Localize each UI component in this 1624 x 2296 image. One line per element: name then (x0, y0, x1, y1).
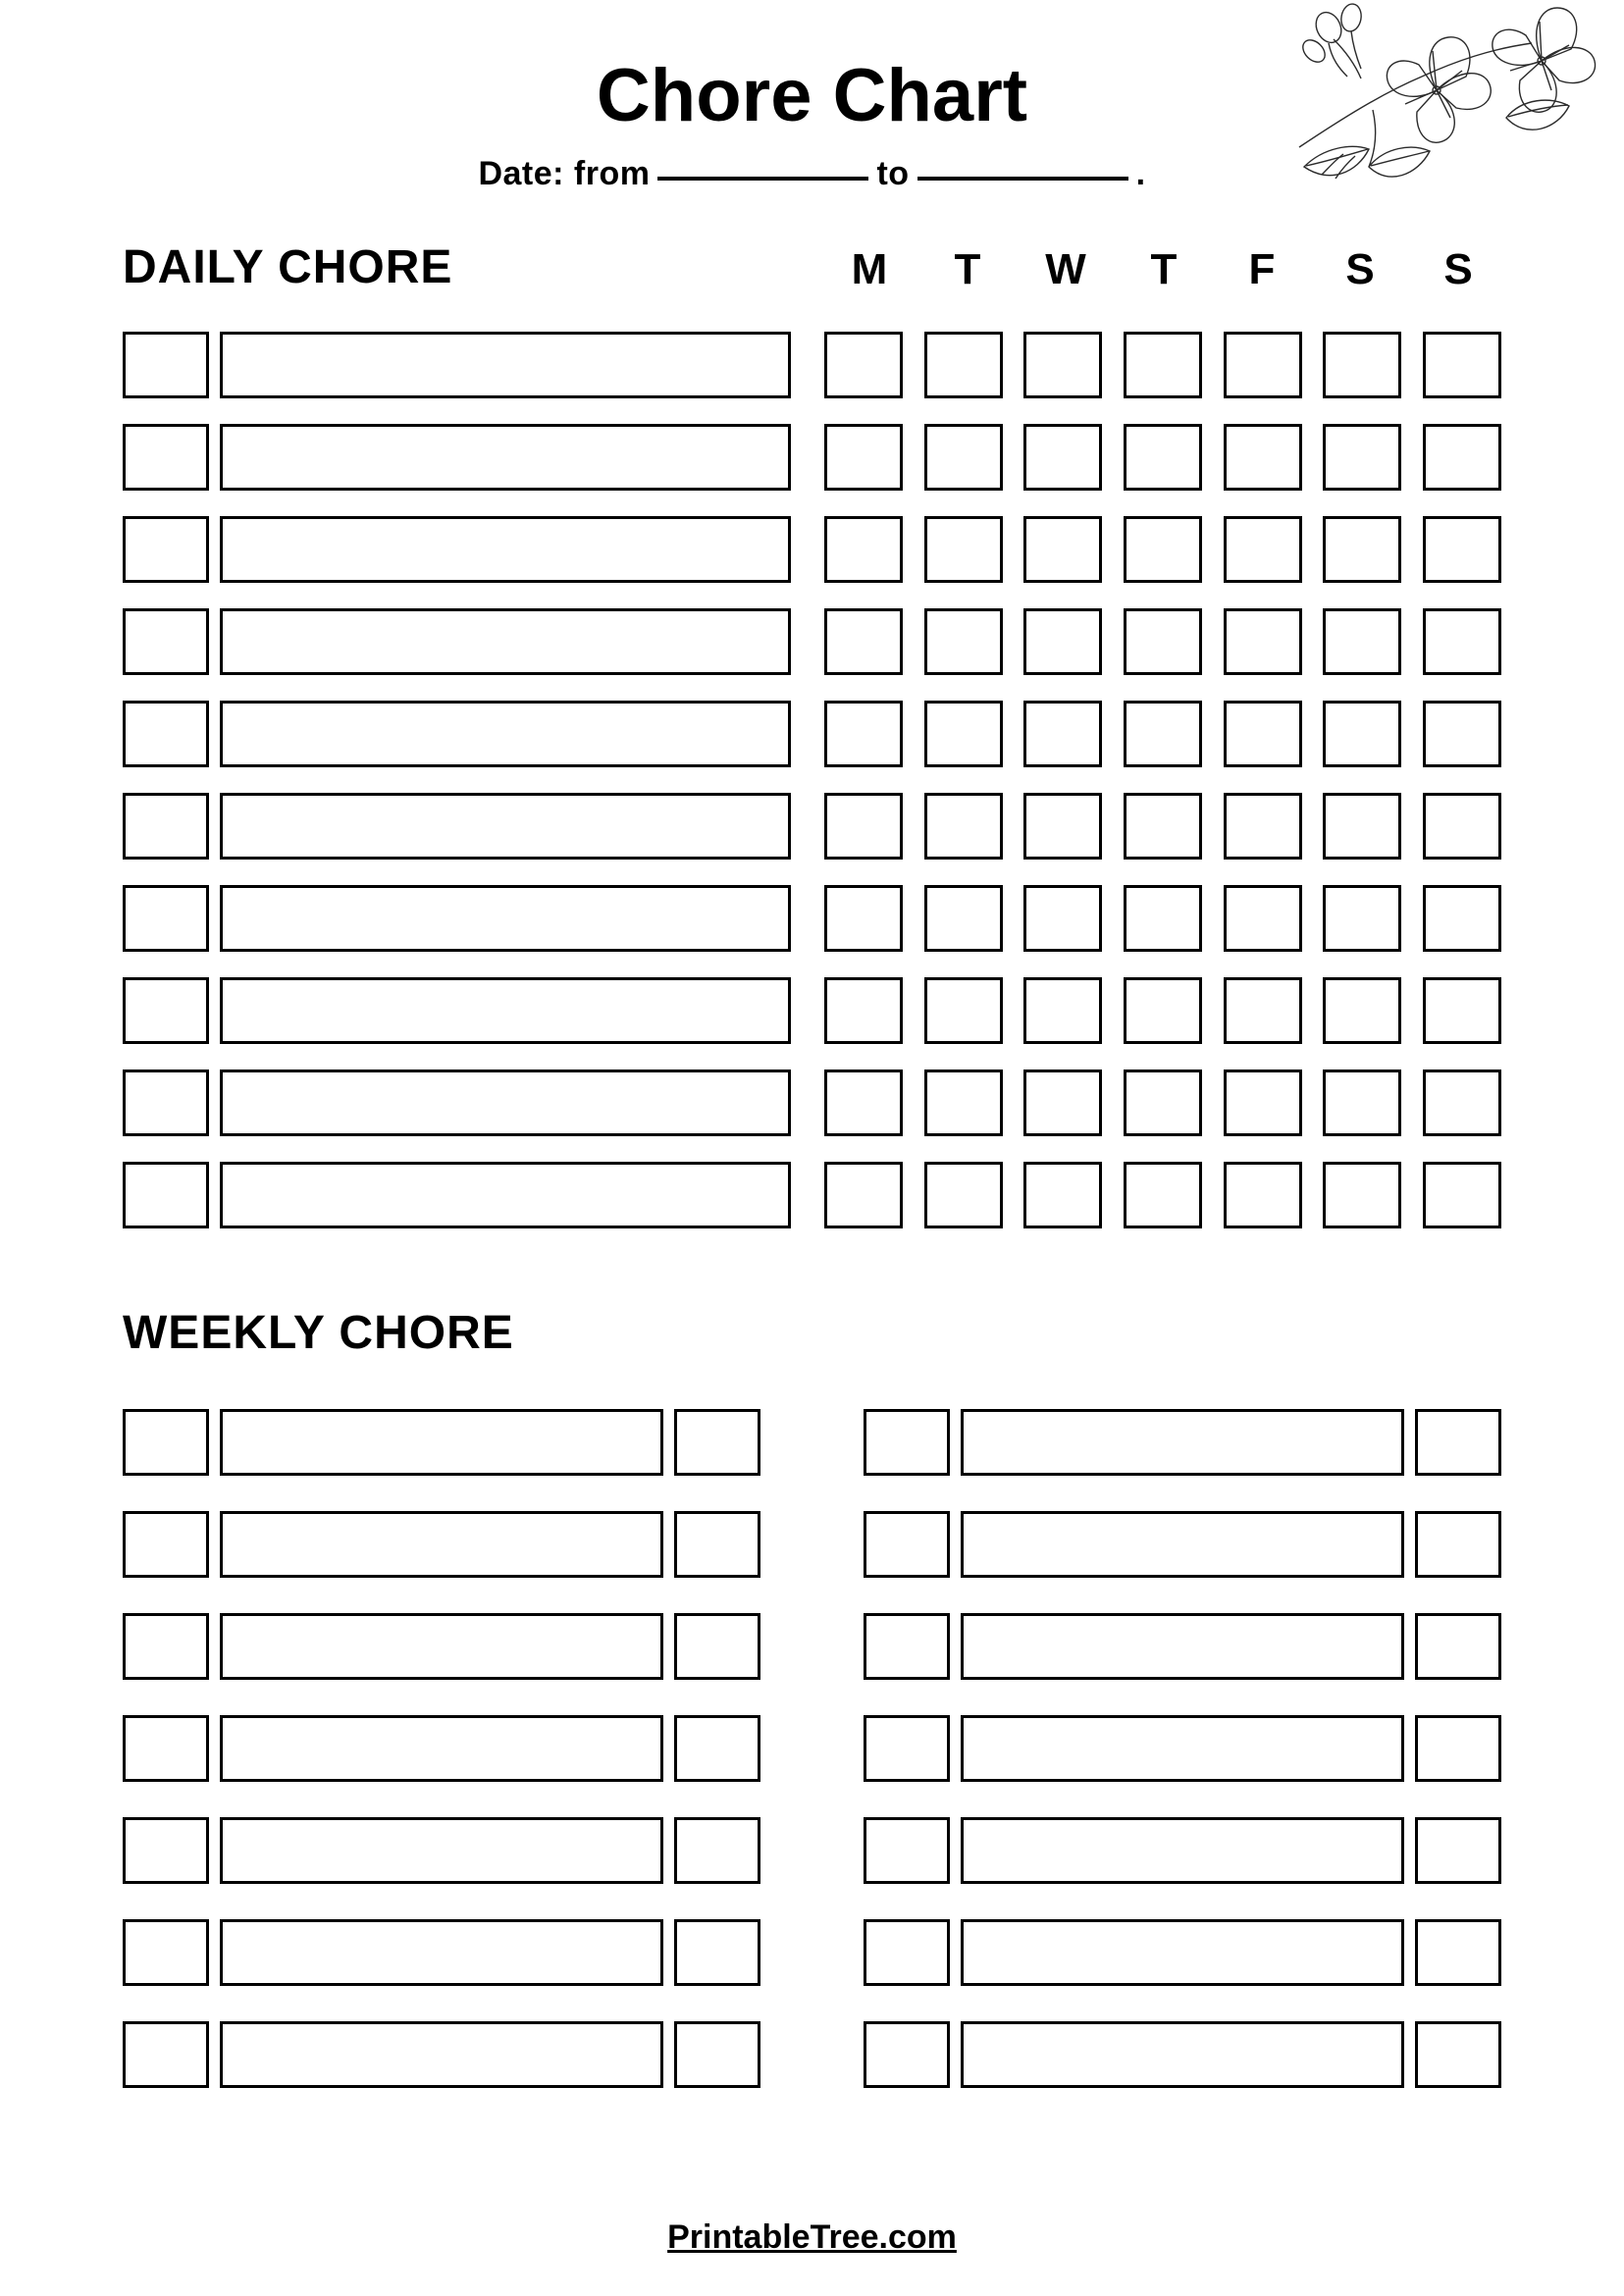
daily-day-boxes (824, 516, 1501, 583)
daily-day-checkbox[interactable] (1423, 1162, 1501, 1228)
daily-row-checkbox[interactable] (123, 424, 209, 491)
daily-day-checkbox[interactable] (1224, 608, 1302, 675)
daily-day-checkbox[interactable] (824, 977, 903, 1044)
daily-chore-row (123, 693, 1501, 774)
daily-day-checkbox[interactable] (1023, 424, 1102, 491)
daily-row-checkbox[interactable] (123, 332, 209, 398)
weekly-row-checkbox[interactable] (864, 1817, 950, 1884)
date-range-line (0, 155, 1624, 193)
daily-day-checkbox[interactable] (1124, 793, 1202, 860)
daily-day-checkbox[interactable] (924, 1162, 1003, 1228)
daily-day-boxes (824, 608, 1501, 675)
document-header (0, 0, 1624, 193)
daily-row-checkbox[interactable] (123, 885, 209, 952)
daily-task-field[interactable] (220, 1070, 791, 1136)
daily-day-checkbox[interactable] (1323, 793, 1401, 860)
weekly-chore-row (123, 1907, 760, 1998)
daily-day-checkbox[interactable] (1124, 1070, 1202, 1136)
day-letter-wed: W (1045, 245, 1086, 293)
daily-day-boxes (824, 424, 1501, 491)
daily-day-boxes (824, 793, 1501, 860)
daily-day-checkbox[interactable] (924, 516, 1003, 583)
daily-chore-header (0, 240, 1624, 294)
daily-day-checkbox[interactable] (924, 977, 1003, 1044)
daily-section-title: DAILY CHORE (123, 241, 453, 293)
weekly-row-checkbox[interactable] (123, 1715, 209, 1782)
daily-day-boxes (824, 977, 1501, 1044)
day-letter-row (830, 245, 1501, 294)
weekly-task-field[interactable] (961, 1715, 1404, 1782)
daily-day-checkbox[interactable] (1423, 608, 1501, 675)
daily-chore-row (123, 324, 1501, 405)
date-to-label: to (876, 155, 910, 192)
weekly-row-end-checkbox[interactable] (1415, 1613, 1501, 1680)
daily-task-field[interactable] (220, 332, 791, 398)
daily-day-checkbox[interactable] (1323, 608, 1401, 675)
weekly-chore-row (123, 1805, 760, 1896)
daily-day-checkbox[interactable] (1423, 885, 1501, 952)
date-to-blank[interactable] (917, 176, 1128, 181)
weekly-row-checkbox[interactable] (864, 1919, 950, 1986)
weekly-chore-row (123, 2009, 760, 2100)
weekly-row-end-checkbox[interactable] (1415, 1715, 1501, 1782)
weekly-task-field[interactable] (961, 1409, 1404, 1476)
weekly-row-checkbox[interactable] (123, 2021, 209, 2088)
weekly-task-field[interactable] (961, 1817, 1404, 1884)
weekly-row-checkbox[interactable] (864, 1715, 950, 1782)
daily-task-field[interactable] (220, 516, 791, 583)
daily-day-boxes (824, 885, 1501, 952)
weekly-task-field[interactable] (220, 1511, 663, 1578)
weekly-row-end-checkbox[interactable] (1415, 1409, 1501, 1476)
day-letter-tue: T (954, 245, 981, 293)
daily-chore-row (123, 1154, 1501, 1235)
weekly-row-checkbox[interactable] (123, 1409, 209, 1476)
daily-day-checkbox[interactable] (1323, 977, 1401, 1044)
daily-row-checkbox[interactable] (123, 516, 209, 583)
weekly-row-end-checkbox[interactable] (674, 1613, 760, 1680)
weekly-row-checkbox[interactable] (123, 1613, 209, 1680)
weekly-row-end-checkbox[interactable] (1415, 1817, 1501, 1884)
daily-day-checkbox[interactable] (1423, 1070, 1501, 1136)
daily-day-checkbox[interactable] (1323, 885, 1401, 952)
daily-day-boxes (824, 1162, 1501, 1228)
page-title: Chore Chart (596, 54, 1028, 137)
weekly-row-checkbox[interactable] (864, 1511, 950, 1578)
daily-day-checkbox[interactable] (1023, 1162, 1102, 1228)
daily-day-checkbox[interactable] (1224, 516, 1302, 583)
daily-day-checkbox[interactable] (1023, 885, 1102, 952)
daily-day-checkbox[interactable] (1323, 424, 1401, 491)
weekly-task-field[interactable] (220, 1715, 663, 1782)
daily-day-checkbox[interactable] (924, 332, 1003, 398)
weekly-row-end-checkbox[interactable] (674, 1511, 760, 1578)
daily-day-checkbox[interactable] (1423, 701, 1501, 767)
daily-day-checkbox[interactable] (1323, 1162, 1401, 1228)
weekly-chore-grid (0, 1397, 1624, 2112)
date-period: . (1135, 155, 1146, 192)
weekly-chore-row (864, 1907, 1501, 1998)
daily-day-checkbox[interactable] (1023, 1070, 1102, 1136)
day-letter-mon: M (851, 245, 888, 293)
weekly-task-field[interactable] (961, 1919, 1404, 1986)
daily-task-field[interactable] (220, 701, 791, 767)
daily-day-checkbox[interactable] (1124, 516, 1202, 583)
date-from-blank[interactable] (657, 176, 868, 181)
daily-day-checkbox[interactable] (1423, 332, 1501, 398)
weekly-row-end-checkbox[interactable] (674, 1409, 760, 1476)
daily-day-checkbox[interactable] (1023, 608, 1102, 675)
weekly-chore-row (123, 1601, 760, 1692)
daily-day-checkbox[interactable] (1023, 332, 1102, 398)
daily-day-boxes (824, 332, 1501, 398)
daily-chore-row (123, 969, 1501, 1051)
date-from-label: Date: from (478, 155, 651, 192)
daily-day-checkbox[interactable] (824, 332, 903, 398)
weekly-chore-row (864, 1805, 1501, 1896)
daily-task-field[interactable] (220, 885, 791, 952)
daily-day-checkbox[interactable] (1423, 516, 1501, 583)
weekly-task-field[interactable] (220, 1919, 663, 1986)
daily-day-checkbox[interactable] (1023, 701, 1102, 767)
weekly-row-end-checkbox[interactable] (1415, 1511, 1501, 1578)
weekly-column-left (123, 1397, 760, 2112)
weekly-row-end-checkbox[interactable] (674, 2021, 760, 2088)
footer-website-link[interactable]: PrintableTree.com (667, 2218, 957, 2256)
daily-day-checkbox[interactable] (1224, 701, 1302, 767)
daily-task-field[interactable] (220, 608, 791, 675)
daily-chore-row (123, 416, 1501, 497)
daily-row-checkbox[interactable] (123, 1162, 209, 1228)
weekly-chore-row (123, 1499, 760, 1590)
daily-day-checkbox[interactable] (824, 1070, 903, 1136)
weekly-chore-row (864, 2009, 1501, 2100)
daily-task-field[interactable] (220, 1162, 791, 1228)
daily-day-boxes (824, 1070, 1501, 1136)
day-letter-sat: S (1345, 245, 1375, 293)
daily-day-checkbox[interactable] (824, 516, 903, 583)
weekly-task-field[interactable] (220, 2021, 663, 2088)
daily-day-checkbox[interactable] (1124, 1162, 1202, 1228)
daily-row-checkbox[interactable] (123, 793, 209, 860)
weekly-chore-row (864, 1703, 1501, 1794)
daily-day-checkbox[interactable] (1224, 332, 1302, 398)
day-letter-fri: F (1248, 245, 1276, 293)
weekly-task-field[interactable] (220, 1613, 663, 1680)
weekly-row-checkbox[interactable] (864, 1409, 950, 1476)
daily-day-checkbox[interactable] (824, 1162, 903, 1228)
weekly-row-end-checkbox[interactable] (674, 1919, 760, 1986)
daily-day-checkbox[interactable] (1323, 516, 1401, 583)
daily-day-checkbox[interactable] (1023, 977, 1102, 1044)
daily-day-checkbox[interactable] (1423, 424, 1501, 491)
daily-day-checkbox[interactable] (924, 424, 1003, 491)
weekly-section-title: WEEKLY CHORE (123, 1307, 514, 1359)
daily-day-checkbox[interactable] (1124, 424, 1202, 491)
daily-day-checkbox[interactable] (924, 608, 1003, 675)
weekly-row-checkbox[interactable] (864, 2021, 950, 2088)
daily-day-checkbox[interactable] (1323, 701, 1401, 767)
weekly-row-end-checkbox[interactable] (674, 1817, 760, 1884)
daily-day-checkbox[interactable] (1124, 885, 1202, 952)
daily-day-checkbox[interactable] (924, 1070, 1003, 1136)
daily-day-checkbox[interactable] (1224, 1070, 1302, 1136)
daily-task-field[interactable] (220, 977, 791, 1044)
weekly-task-field[interactable] (961, 1511, 1404, 1578)
daily-task-field[interactable] (220, 424, 791, 491)
daily-row-checkbox[interactable] (123, 701, 209, 767)
daily-day-checkbox[interactable] (924, 701, 1003, 767)
daily-day-checkbox[interactable] (824, 701, 903, 767)
daily-day-checkbox[interactable] (1323, 1070, 1401, 1136)
daily-day-checkbox[interactable] (1224, 977, 1302, 1044)
daily-day-boxes (824, 701, 1501, 767)
daily-day-checkbox[interactable] (1224, 793, 1302, 860)
daily-day-checkbox[interactable] (1323, 332, 1401, 398)
daily-day-checkbox[interactable] (1224, 885, 1302, 952)
daily-day-checkbox[interactable] (1124, 977, 1202, 1044)
weekly-row-end-checkbox[interactable] (1415, 2021, 1501, 2088)
daily-day-checkbox[interactable] (1023, 793, 1102, 860)
daily-day-checkbox[interactable] (924, 793, 1003, 860)
weekly-task-field[interactable] (961, 2021, 1404, 2088)
weekly-row-checkbox[interactable] (123, 1817, 209, 1884)
daily-day-checkbox[interactable] (1124, 332, 1202, 398)
daily-day-checkbox[interactable] (824, 793, 903, 860)
daily-day-checkbox[interactable] (1023, 516, 1102, 583)
daily-chore-rows (0, 324, 1624, 1235)
weekly-chore-row (123, 1397, 760, 1487)
daily-chore-row (123, 785, 1501, 866)
weekly-row-end-checkbox[interactable] (674, 1715, 760, 1782)
weekly-chore-row (864, 1499, 1501, 1590)
daily-row-checkbox[interactable] (123, 608, 209, 675)
daily-day-checkbox[interactable] (824, 608, 903, 675)
footer (0, 2218, 1624, 2257)
daily-day-checkbox[interactable] (1423, 793, 1501, 860)
weekly-chore-row (123, 1703, 760, 1794)
weekly-chore-row (864, 1601, 1501, 1692)
daily-chore-row (123, 600, 1501, 682)
day-letter-sun: S (1443, 245, 1473, 293)
daily-day-checkbox[interactable] (924, 885, 1003, 952)
daily-chore-row (123, 877, 1501, 959)
daily-day-checkbox[interactable] (824, 424, 903, 491)
daily-day-checkbox[interactable] (1124, 701, 1202, 767)
daily-chore-row (123, 508, 1501, 590)
daily-chore-row (123, 1062, 1501, 1143)
daily-day-checkbox[interactable] (1224, 1162, 1302, 1228)
weekly-row-checkbox[interactable] (123, 1919, 209, 1986)
weekly-row-checkbox[interactable] (864, 1613, 950, 1680)
weekly-task-field[interactable] (220, 1409, 663, 1476)
weekly-task-field[interactable] (220, 1817, 663, 1884)
weekly-row-checkbox[interactable] (123, 1511, 209, 1578)
weekly-chore-header (0, 1306, 1624, 1360)
daily-day-checkbox[interactable] (1423, 977, 1501, 1044)
daily-day-checkbox[interactable] (1224, 424, 1302, 491)
weekly-column-right (864, 1397, 1501, 2112)
daily-row-checkbox[interactable] (123, 977, 209, 1044)
day-letter-thu: T (1150, 245, 1178, 293)
weekly-task-field[interactable] (961, 1613, 1404, 1680)
daily-day-checkbox[interactable] (824, 885, 903, 952)
weekly-chore-row (864, 1397, 1501, 1487)
weekly-row-end-checkbox[interactable] (1415, 1919, 1501, 1986)
daily-task-field[interactable] (220, 793, 791, 860)
daily-day-checkbox[interactable] (1124, 608, 1202, 675)
daily-row-checkbox[interactable] (123, 1070, 209, 1136)
